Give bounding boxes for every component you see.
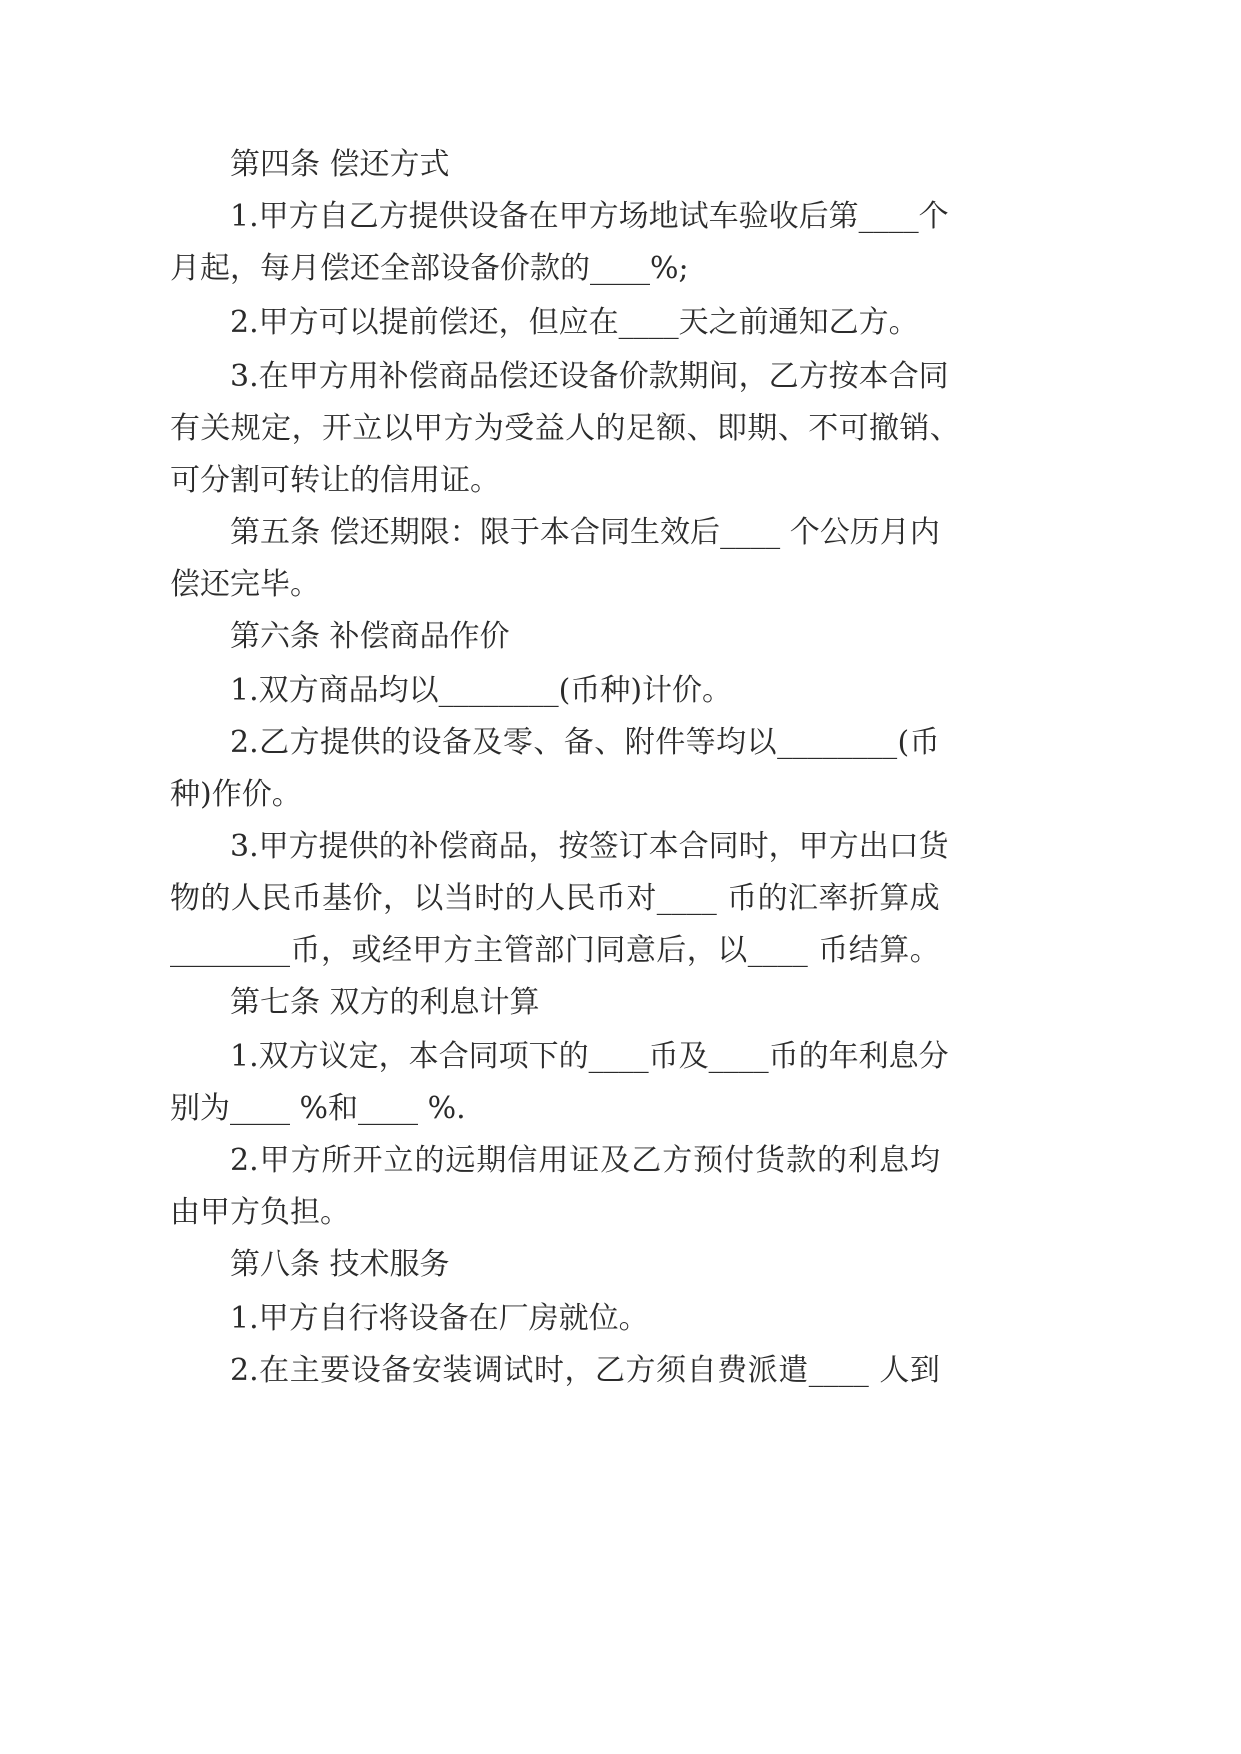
- article-4-item-2: 2.甲方可以提前偿还，但应在____天之前通知乙方。: [230, 305, 919, 340]
- article-4-item-3-line-1: 3. 在 甲 方 用 补 偿 商 品 偿 还 设 备 价 款 期 间 ， 乙 方 按 本 合 同: [230, 359, 949, 394]
- article-6-item-2-line-1: 2. 乙 方 提 供 的 设 备 及 零 、 备 、 附 件 等 均 以 ________ ( 币: [230, 725, 940, 760]
- article-8-heading: 第八条 技术服务: [230, 1247, 450, 1282]
- article-7-item-1-line-1: 1. 双 方 议 定 ， 本 合 同 项 下 的 ____ 币 及 ____ 币 的 年 利 息 分: [230, 1039, 949, 1074]
- article-4-item-1-line-2: 月起，每月偿还全部设备价款的____%;: [170, 251, 689, 286]
- article-8-item-1: 1.甲方自行将设备在厂房就位。: [230, 1301, 649, 1336]
- article-6-item-2-line-2: 种)作价。: [170, 777, 302, 812]
- article-7-item-2-line-1: 2. 甲 方 所 开 立 的 远 期 信 用 证 及 乙 方 预 付 货 款 的 利 息 均: [230, 1143, 940, 1178]
- article-6-item-3-line-3: ________ 币 ， 或 经 甲 方 主 管 部 门 同 意 后 ， 以 ____ 币 结 算 。: [170, 933, 940, 968]
- article-7-item-1-line-2: 别为____ %和____ %.: [170, 1091, 466, 1126]
- article-5-line-2: 偿还完毕。: [170, 567, 320, 602]
- article-5-line-1: 第 五 条 偿 还 期 限 ： 限 于 本 合 同 生 效 后 ____ 个 公 历 月 内: [230, 515, 940, 550]
- article-4-item-1-line-1: 1. 甲 方 自 乙 方 提 供 设 备 在 甲 方 场 地 试 车 验 收 后 第 ____ 个: [230, 199, 949, 234]
- article-6-item-1: 1.双方商品均以________(币种)计价。: [230, 673, 733, 708]
- article-6-item-3-line-1: 3. 甲 方 提 供 的 补 偿 商 品 ， 按 签 订 本 合 同 时 ， 甲 方 出 口 货: [230, 829, 949, 864]
- article-6-heading: 第六条 补偿商品作价: [230, 619, 510, 654]
- article-4-item-3-line-3: 可分割可转让的信用证。: [170, 463, 500, 498]
- article-4-heading: 第四条 偿还方式: [230, 147, 450, 182]
- article-8-item-2-line-1: 2. 在 主 要 设 备 安 装 调 试 时 ， 乙 方 须 自 费 派 遣 ____ 人 到: [230, 1353, 940, 1388]
- article-6-item-3-line-2: 物 的 人 民 币 基 价 ， 以 当 时 的 人 民 币 对 ____ 币 的 汇 率 折 算 成: [170, 881, 940, 916]
- article-7-item-2-line-2: 由甲方负担。: [170, 1195, 350, 1230]
- article-7-heading: 第七条 双方的利息计算: [230, 985, 540, 1020]
- article-4-item-3-line-2: 有 关 规 定 ， 开 立 以 甲 方 为 受 益 人 的 足 额 、 即 期 、 不 可 撤 销 、: [170, 411, 960, 446]
